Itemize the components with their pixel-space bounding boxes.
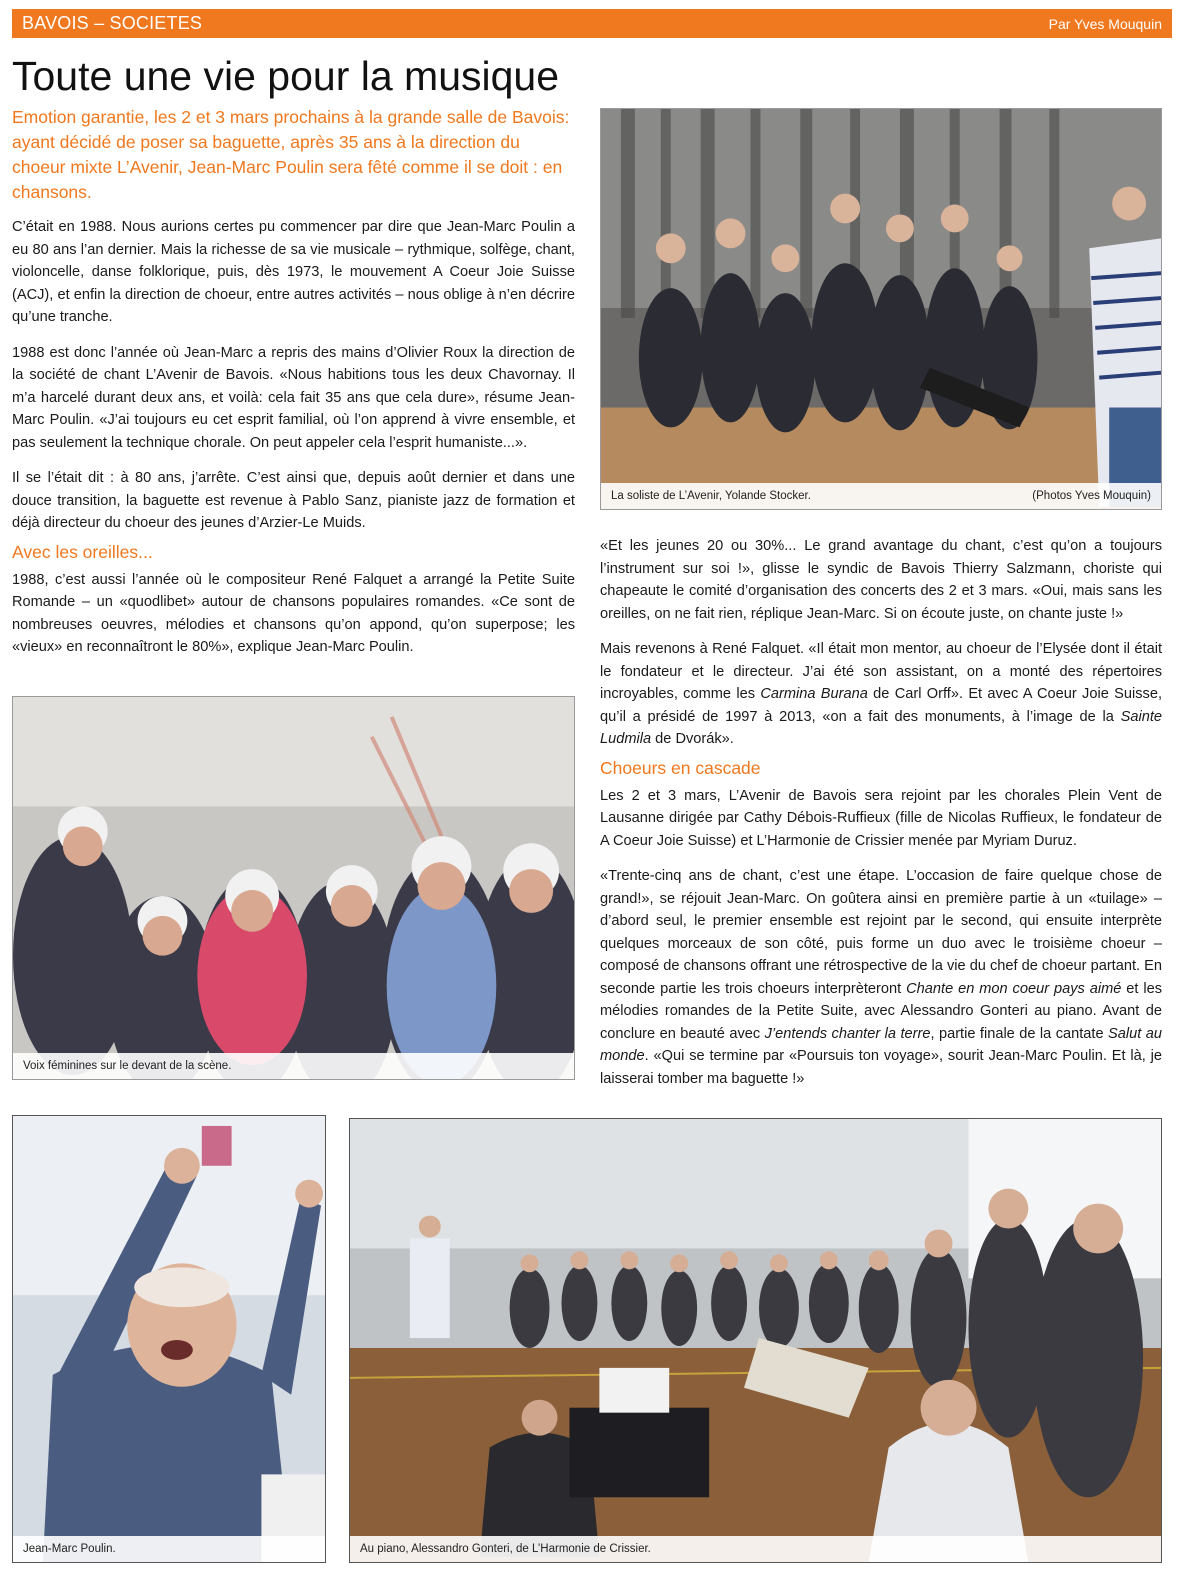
photo-piano-rehearsal	[349, 1118, 1162, 1563]
photo-caption	[13, 1536, 325, 1562]
caption-text: Jean-Marc Poulin.	[23, 1543, 116, 1555]
photo-credit: (Photos Yves Mouquin)	[1032, 490, 1151, 502]
article-column-right	[600, 535, 1162, 1103]
photo-scene	[13, 697, 574, 1079]
photo-caption	[350, 1536, 1161, 1562]
photo-caption	[13, 1053, 574, 1079]
subheading: Choeurs en cascade	[600, 757, 761, 778]
paragraph: «Trente-cinq ans de chant, c’est une étape. L’occasion de faire quelque chose de grand!», se réjouit Jean-Marc. On goûtera ainsi en première partie à un «tuilage» – d’abord seul, le premier ensemble est rejoint par le second, qui ensuite interprète quelques morceaux de son côté, puis forme un duo avec le troisième choeur – composé de chansons offrant une rétrospective de la vie du chef de choeur partant. En seconde partie les trois choeurs interprèteront Chante en mon coeur pays aimé et les mélodies romandes de la Petite Suite, avec Alessandro Gonteri au piano. Avant de conclure en beauté avec J’entends chanter la terre, partie finale de la cantate Salut au monde. «Qui se termine par «Poursuis ton voyage», sourit Jean-Marc Poulin. Et là, je laisserai tomber ma baguette !»	[600, 868, 1162, 1087]
article-lead: Emotion garantie, les 2 et 3 mars prochains à la grande salle de Bavois: ayant décidé de poser sa baguette, après 35 ans à la direction du choeur mixte L’Avenir, Jean-Marc Poulin sera fêté comme il se doit : en chansons.	[12, 107, 570, 202]
caption-text: La soliste de L’Avenir, Yolande Stocker.	[611, 490, 811, 502]
paragraph: 1988 est donc l’année où Jean-Marc a repris des mains d’Olivier Roux la direction de la société de chant L’Avenir de Bavois. «Nous habitions tous les deux Chavornay. Il m’a harcelé durant deux ans, et voilà: cela fait 35 ans que cela dure», résume Jean-Marc Poulin. «J’ai toujours eu cet esprit familial, où l’on apprend à vivre ensemble, et pas seulement la technique chorale. On peut appeler cela l’esprit humaniste...».	[12, 344, 575, 451]
paragraph: Il se l’était dit : à 80 ans, j’arrête. C’est ainsi que, depuis août dernier et dans une douce transition, la baguette est revenue à Pablo Sanz, pianiste jazz de formation et déjà directeur du choeur des jeunes d’Arzier-Le Muids.	[12, 470, 575, 531]
paragraph: Mais revenons à René Falquet. «Il était mon mentor, au choeur de l’Elysée dont il était le fondateur et le directeur. J’ai été son assistant, on a monté des répertoires incroyables, comme les Carmina Burana de Carl Orff». Et avec A Coeur Joie Suisse, qu’il a présidé de 1997 à 2013, «on a fait des monuments, à l’image de la Sainte Ludmila de Dvorák».	[600, 641, 1162, 747]
section-header-bar	[12, 9, 1172, 38]
section-label: BAVOIS – SOCIETES	[22, 13, 203, 33]
photo-scene	[13, 1116, 325, 1562]
photo-scene	[601, 109, 1161, 509]
article-title: Toute une vie pour la musique	[12, 53, 560, 99]
caption-text: Voix féminines sur le devant de la scène.	[23, 1060, 232, 1072]
paragraph: «Et les jeunes 20 ou 30%... Le grand avantage du chant, c’est qu’on a toujours l’instrument sur soi !», glisse le syndic de Bavois Thierry Salzmann, choriste qui chapeaute le comité d’organisation des concerts des 2 et 3 mars. «Oui, mais sans les oreilles, on ne fait rien, réplique Jean-Marc. Si on écoute juste, on chante juste !»	[600, 538, 1162, 622]
photo-jean-marc-poulin	[12, 1115, 326, 1563]
article-column-left	[12, 216, 575, 672]
photo-women-singers	[12, 696, 575, 1080]
subheading: Avec les oreilles...	[12, 541, 153, 562]
author-byline: Par Yves Mouquin	[1048, 15, 1162, 32]
paragraph: Les 2 et 3 mars, L’Avenir de Bavois sera rejoint par les chorales Plein Vent de Lausanne dirigée par Cathy Débois-Ruffieux (fille de Nicolas Ruffieux, le fondateur de A Coeur Joie Suisse) et L’Harmonie de Crissier menée par Myriam Duruz.	[600, 787, 1162, 849]
photo-scene	[350, 1119, 1161, 1562]
paragraph: C’était en 1988. Nous aurions certes pu commencer par dire que Jean-Marc Poulin a eu 80 ans l’an dernier. Mais la richesse de sa vie musicale – rythmique, solfège, chant, violoncelle, danse folklorique, puis, dès 1973, le mouvement A Coeur Joie Suisse (ACJ), et enfin la direction de choeur, entre autres activités – nous oblige à n’en décrire qu’une tranche.	[12, 219, 575, 325]
paragraph: 1988, c’est aussi l’année où le compositeur René Falquet a arrangé la Petite Suite Romande – un «quodlibet» autour de chansons populaires romandes. «Ce sont de nombreuses oeuvres, mélodies et chansons qu’on appond, qu’on superpose; les «vieux» en reconnaîtront le 80%», explique Jean-Marc Poulin.	[12, 571, 575, 655]
photo-choir-rehearsal	[600, 108, 1162, 510]
caption-text: Au piano, Alessandro Gonteri, de L’Harmonie de Crissier.	[360, 1543, 651, 1555]
photo-caption	[601, 483, 1161, 509]
